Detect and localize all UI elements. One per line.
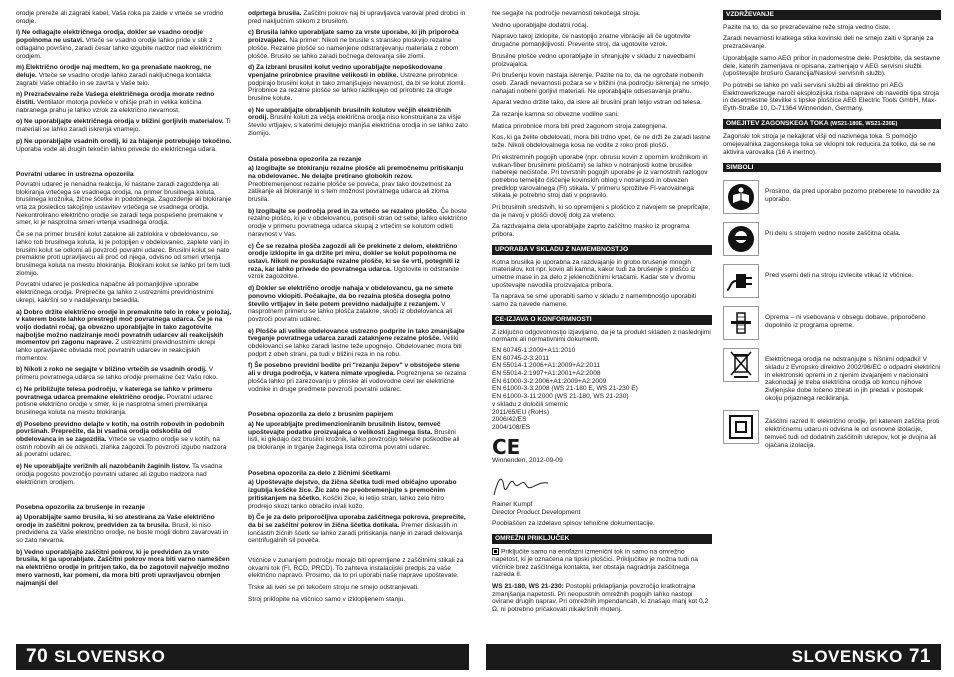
paragraph-text: Premer diskastih in lončastih žičnih ščetk se lahko zaradi pritiskanja nanje in zaradi delovanja centrifugalnih sil poveča. [248, 521, 463, 545]
paragraph-text: Vrteče se vsadno orodje lahko pride v stik z odlagalno površino, zaradi česar lahko izgubite nadzor nad električnim orodjem. [16, 37, 222, 60]
spacer [248, 397, 468, 405]
symbol-text: Prosimo, da pred uporabo pozorno preberete to navodilo za uporabo. [765, 188, 940, 203]
right-page-number: 71 [908, 646, 931, 667]
section-heading: Ostala posebna opozorila za rezanje [248, 155, 362, 163]
paragraph: Matica prirobnice mora biti pred zagonom stroja zategnjena. [492, 122, 668, 130]
norm-item: 2011/65/EU (RoHs) [492, 408, 550, 416]
paragraph [16, 386, 232, 417]
signature [492, 469, 552, 499]
bold-lead: e) Ne uporabljajte verižnih ali nazobčanih žaginih listov. [16, 463, 191, 471]
paragraph [248, 64, 468, 103]
paragraph [248, 29, 468, 60]
left-page-number: 70 [26, 646, 49, 667]
paragraph [16, 549, 232, 588]
paragraph-text: Ugotovite in odstranite vzrok zagozditve. [248, 265, 460, 281]
paragraph [16, 91, 232, 114]
left-page-language: SLOVENSKO [54, 647, 166, 666]
paragraph [16, 514, 232, 545]
left-page-column-1 [16, 10, 232, 591]
weee-bin-icon [723, 348, 759, 382]
paragraph: Pri ekstremnih pogojih uporabe (npr. obrusu kovin z oporním krožnikom in vulkan-fiber brusilnimi ploščami) se lahko v notranjosti kotne brusilke nabereje nečistoče. Pri tovrstnih pogojih uporabe je iz varnostnih razlogov potrebno temeljito čiščenje kovinskih oblog v notranjosti in obvezen predklop varovalnega (FI) stikala. V primeru sprožitve FI-varovalnega stikala je potrebno stroj dati v popravilo. [492, 153, 708, 200]
paragraph [248, 584, 468, 592]
norm-item: 2006/42/ES [492, 416, 527, 424]
bold-lead: b) Če je za delo priporočljiva uporaba zaščitnega pokrova, preprečite, da bi se zaščitni pokrov in žična ščetka dotikala. [248, 514, 466, 529]
symbol-row [723, 410, 941, 449]
right-page-language: SLOVENSKO [791, 647, 903, 666]
bold-lead: m) Električno orodje naj medtem, ko ga prenašate naokrog, ne deluje. [16, 64, 212, 79]
mains-paragraph: Priključite samo na enofazni izmenični tok in samo na omrežno napetost, ki je označena na tipski ploščici. Priključitev je možna tudi na vtičnice brez zaščitnega kontakta, ker obstaja nagradnja zaščitnega razreda II. [492, 548, 698, 579]
bold-lead: e) Ne uporabljajte obrabljenih brusilnih kolutov večjih električnih orodij. [248, 106, 451, 122]
restart-title: OMEJITEV ZAGONSKEGA TOKA [726, 119, 829, 127]
paragraph-text: Povratni udarec potisne električno orodje v smer, ki je nasprotna smeri premikanja brusilnega koluta na mestu blokiranja. [16, 393, 213, 416]
restart-models: (WS21-180E, WS21-230E) [830, 120, 898, 127]
norm-item: EN 60745-1:2009+A11:2010 [492, 346, 576, 354]
bold-lead: odprtega brusila. [248, 10, 302, 17]
symbol-row [723, 180, 941, 214]
symbol-row [723, 306, 941, 340]
paragraph [248, 243, 468, 282]
class-ii-small-icon [492, 548, 499, 555]
paragraph-text: Brusil, ki niso predvidena za Vaše električno orodje, ne boste mogli dobro zavarovati in so zato nevarna. [16, 521, 229, 545]
norm-item: EN 60745-2-3:2011 [492, 354, 550, 362]
paragraph-text: Na primer: Nikoli ne brusite s stransko ploskvijo rezalne plošče. Rezalne plošče so namenjene odstranjevanju materiala z robom plošče. Brusilo se lahko zaradi bočnega delovanja sile zlomi. [248, 37, 459, 60]
paragraph-text: Vrteče se vsadno orodje lahko zaradi naključnega kontakta zagrabi Vaše oblačilo in se zavrta v Vaše telo. [16, 71, 211, 87]
symbol-row [723, 264, 941, 298]
bold-lead: c) Brusila lahko uporabljate samo za vrste uporabe, ki jih priporoča proizvajalec. [248, 29, 459, 45]
paragraph: Ta naprava se sme uporabiti samo v skladu z namembnostjo uporabiti samo za navede namene. [492, 293, 697, 309]
paragraph [16, 231, 232, 277]
section-header-restart [723, 119, 941, 130]
mains-text [492, 548, 712, 579]
paragraph [248, 362, 468, 393]
spacer [248, 456, 468, 464]
paragraph: Ne segajte na področje nevarnosti tekočega stroja. [492, 10, 641, 17]
norm-item: EN 55014-2:1997+A1:2001+A2:2008 [492, 370, 601, 378]
paragraph: Kos, ki ga želite obdelovati, mora biti trdno vpet, če ne drži že zaradi lastne teže. Nikoli obdelovalnega kosa ne vodite z roko proti plošči. [492, 134, 711, 150]
paragraph-text: Stroj priklopite na vtičnico samo v izklopljenem stanju. [248, 595, 406, 603]
paragraph: Brusilne plošče vedno uporabljajte in shranjujte v skladu z navedbami proizvajalca. [492, 52, 696, 68]
paragraph [248, 557, 468, 580]
paragraph [16, 463, 232, 486]
section-header-intended-use: UPORABA V SKLADU Z NAMEMBNOSTJO [492, 245, 712, 255]
bold-lead: p) Ne uporabljajte vsadnih orodij, ki za hlajenje potrebujejo tekočino. [16, 137, 232, 145]
paragraph: Napravo takoj izklopite, če nastopijo znatne vibracije ali če ugotovite drugačne pomanjkljivosti. Preverite stroj, da ugotovite vzrok. [492, 33, 691, 49]
intended-use-text [492, 259, 712, 309]
mains-note [492, 583, 712, 614]
maintenance-text [723, 24, 941, 113]
paragraph [16, 281, 232, 304]
bold-lead: a) Dobro držite električno orodje in premaknite telo in roke v položaj, v katerem boste lahko prestregli moč povratnega udarca. Če je na voljo dodatni ročaj, ga obvezno uporabljajte in tako zagotovite najboljše možno nadziranje moči povratnih udarcev ali reakcijskih momentov pri zagonu naprave. [16, 308, 232, 347]
paragraph [16, 29, 232, 60]
bold-lead: a) Izogibajte se blokiranju rezalne plošče ali premočnemu pritiskanju na obdelovanec. Ne delajte pretirano globokih rezov. [248, 165, 464, 180]
paragraph-text: Vtičnice v zunanjem področju morajo biti opremljene z zaščitnimi stikali za okvarni tok (FI, RCD, PRCD). To zahteva instalacijski predpis za vaše električno napravo. Prosimo, da to pri uporabi naše naprave upoštevate. [248, 557, 464, 580]
safety-notes [492, 10, 712, 239]
paragraph-text: Ventilator motorja povleče v ohišje prah in velika količina nabranega prahu je lahko vzrok za električno nevarnost. [16, 99, 202, 114]
paragraph: Za razdvajalna dela uporabljajte zaprto zaščitno masko iz programa pribora. [492, 223, 690, 239]
paragraph [248, 328, 468, 359]
class-ii-icon [723, 410, 759, 444]
section-header-mains: OMREŽNI PRIKLJUČEK [492, 534, 712, 544]
left-page-column-2 [248, 10, 468, 608]
signer-note: Pooblaščen za izdelavo spisov tehnične dokumentacije. [492, 520, 655, 528]
norm-item: EN 55014-1:2006+A1:2009+A2:2011 [492, 362, 601, 370]
bold-lead: d) Posebno previdno delajte v kotih, na ostrih robovih in podobnih površinah. Preprečite, da bi vsadna orodja odskočila od obdelovanca in se zagozdila. [16, 420, 225, 444]
paragraph [248, 285, 468, 324]
spacer [16, 157, 232, 165]
norms-list [492, 347, 712, 432]
paragraph-text: Z ustreznimi previdnostnimi ukrepi lahko upravljavec obvlada moč povratnih udarcev in reakcijskih momentov. [16, 339, 216, 362]
paragraph-text: Preobremenjenost rezalne plošče se poveča, prav tako dovzetnost za zatikanje ali blokiranje in s tem možnost povratnega udarca ali zloma brusila. [248, 180, 452, 204]
signer-title: Director Product Development [492, 508, 581, 516]
paragraph-text: Brusilni listi, ki gledajo čez brusilni krožnik, lahko povzročijo telesne poškodbe ali pa blokiranje in trganje žaginega lista oziroma povratni udarec. [248, 428, 460, 452]
paragraph: Pazite na to, da so prezračevalne reže stroja vedno čiste. [723, 23, 891, 31]
read-manual-icon [723, 180, 759, 214]
accessory-icon [723, 306, 759, 340]
paragraph-text: Če se na primer brusilni kolut zatakne ali zablokira v obdelovancu, se lahko rob brusilnega koluta, ki je potopljen v obdelovanec, zaplete vanj in brusilni kolut se odlomi ali povzroči povratni udarec. Brusilni kolut se nato premakne proti upravljavcu ali proč od njega, odvisno od smeri vrtenja brusilnega koluta na mestu blokiranja. Blokirani kolut se lahko pri tem tudi zlomijo. [16, 231, 231, 277]
paragraph [16, 10, 232, 25]
paragraph-text: orodje prereže ali zagrabi kabel, Vaša roka pa zaide v vrteče se vrodno orodje. [16, 10, 224, 25]
paragraph [16, 366, 232, 381]
symbol-row [723, 222, 941, 256]
paragraph-text: Vrteče se vsadno orodje se v kotih, na ostrih robovih ali če odskoči, zlahka zagozdi.To povzroči izgubo nadzora ali povratni udarec. [16, 436, 227, 459]
bold-lead: d) Dokler se električno orodje nahaja v obdelovancu, ga ne smete ponovno vklopiti. Počakajte, da bo rezalna plošča dosegla polno število vrtljajev in šele potem previdno nadaljujte z rezanjem. [248, 285, 454, 308]
paragraph-text: V primeru povratnega udarca se lahko orodje premakne čez Vašo roko. [16, 366, 218, 382]
paragraph: Pri brušenju kovin nastaja iskrenje. Pazite na to, da ne ogrožate nobenih oseb. Zaradi nevarnosti požara se v bližini (na področju iskrenja) ne smejo nahajati nobeni gorljivi materiali. Ne uporabljajte odsesavanja prahu. [492, 72, 709, 95]
paragraph: Aparat vedno držite tako, da iskre ali brusilni prah letijo vstran od telesa. [492, 99, 703, 107]
restart-text: Zagonski tok stroja je nekajkrat višji od nazivnega toka. S pomočjo omejevalnika zagonskega toka se vklopni tok reducira za toliko, da se ne aktivira varovalka (16 A inertno). [723, 133, 936, 156]
paragraph-text: Ustrezne prirobnice podpirajo brusilni kolut in tako zmanjšujejo nevarnost, da bi se kolut zlomil. Prirobnice za rezalne plošče se lahko razlikujejo od prirobnic za druge brusilne kolute. [248, 71, 466, 103]
bold-lead: a) Uporabljajte samo brusila, ki so atestirana za Vaše električno orodje in zaščitni pokrov, predviden za ta brusila. [16, 513, 215, 529]
paragraph [248, 10, 468, 25]
section-heading: Posebna opozorila za brušenje in rezanje [16, 504, 145, 512]
paragraph [248, 479, 468, 510]
paragraph [16, 181, 232, 227]
paragraph-text: Zaščitni pokrov naj bi upravljavca varoval pred drobci in pred naključnim stikom z brusilom. [248, 10, 466, 25]
paragraph-text: Trske ali iveri se pri tekočem stroju ne smejo odstranjevati. [248, 584, 419, 592]
norm-item: 2004/108/ES [492, 423, 531, 431]
bold-lead: e) Plošče ali velike obdelovance ustrezno podprite in tako zmanjšajte tveganje povratnega udarca zaradi zataknjene rezalne plošče. [248, 327, 465, 343]
spacer [248, 142, 468, 150]
paragraph: Vedno uporabljajte dodatni ročaj. [492, 21, 589, 29]
unplug-icon [723, 264, 759, 298]
paragraph [248, 208, 468, 239]
section-heading: Povratni udarec in ustrezna opozorila [16, 171, 134, 179]
ce-mark: CE [492, 434, 521, 459]
bold-lead: b) Nikoli z roko ne segajte v bližino vrtečih se vsadnih orodij. [16, 366, 207, 374]
bold-lead: a) Ne uporabljajte predimenzioniranih brusilnih listov, temveč upoštevajte podatke proizvajalca o velikosti žaginega lista. [248, 420, 441, 436]
section-heading: Posebna opozorila za delo z brusnim papirjem [248, 411, 394, 419]
paragraph [248, 165, 468, 204]
norm-item: EN 61000-3-3:2008 (WS 21-180 E, WS 21-230 E) [492, 385, 638, 393]
bold-lead: d) Za izbrani brusilni kolut vedno uporabljajte nepoškodovane vpenjalne prirobnice pravilne velikosti in oblike. [248, 64, 443, 79]
paragraph-text: Brusilni koluti za večja električna orodja niso konstruirana za višje število vrtljajev, s katerimi delujejo manjša električna orodja in se lahko zato zlomijo. [248, 114, 468, 137]
mains-note-text: Postopki priklapljanja povzročijo kratkotrajna zmanjšanja napetosti. Pri neopustnih omrežnih pogojih lahko nastopi ovirane drugih naprav. Pri omrežnih impendancah, ki znašajo manj kot 0,2 Ω, ni potrebno pričakovati nikakršnih motenj. [492, 582, 709, 614]
paragraph [16, 138, 232, 153]
bold-lead: c) Če se rezalna plošča zagozdi ali če prekinete z delom, električno orodje izklopite in ga držite pri miru, dokler se kolut popolnoma ne ustavi. Nikoli ne poskušajte rezalne plošče, ki se še vrti, potegniti iz reza, kar lahko privede do povratnega udarca. [248, 242, 460, 273]
section-header-maintenance: VZDRŽEVANJE [723, 10, 941, 20]
bold-lead: f) Še posebno previdni bodite pri "rezanju žepov" v obstoječe stene ali v druga področja, v katera nimate vpogleda. [248, 362, 460, 378]
symbol-text: Oprema – ni vsebovana v obsegu dobave, priporočeno dopolnilo iz programa opreme. [765, 314, 926, 329]
symbol-text: Zaščitni razred II: električno orodje, pri katerem zaščita proti električnemu udaru ni odvisna le od osnovne izolacije, temveč tudi od dodatnih zaščitnih ukrepov, kot je dvojna ali ojačana izolacija. [765, 418, 940, 449]
safety-goggles-icon [723, 222, 759, 256]
bold-lead: l) Ne odlagajte električnega orodja, dokler se vsadno orodje popolnoma ne ustavi. [16, 29, 203, 45]
section-header-conformity: CE-IZJAVA O KONFORMNOSTI [492, 315, 712, 325]
norm-item: EN 61000-3-2:2006+A1:2009+A2:2009 [492, 377, 607, 385]
spacer [248, 549, 468, 557]
paragraph-text: Ta vsadna orodja pogosto povzročijo povratni udarec ali izgubo nadzora nad električnim orodjem. [16, 463, 223, 486]
spacer [16, 490, 232, 498]
symbols-list [723, 180, 941, 449]
paragraph [248, 514, 468, 545]
bold-lead: o) Ne uporabljajte električnega orodja v bližini gorljivih materialov. [16, 118, 224, 126]
symbol-text: Električnega orodja ne odstranjujte s hišnimi odpadki! V skladu z Evropsko direktivo 2002/96/EC o odpadni električni in elektronski opremi in z njenim izvajanjem v nacionalni zakonodaji je treba električna orodja ob koncu njihove življenjske dobe ločeno zbirati in jih predati v postopek okolju prijaznega recikliranja. [765, 356, 941, 402]
section-heading: Posebna opozorila za delo z žičnimi ščetkami [248, 469, 391, 477]
left-page-footer [16, 644, 469, 670]
paragraph-text: Povratni udarec je posledica napačne ali pomanjkljive uporabe električnega orodja. Preprečite ga lahko z ustreznimi previdnostnimi ukrepi, kakršni so v nadaljevanju besedila. [16, 281, 214, 304]
paragraph-text: Povratni udarec je nenadna reakcija, ki nastane zaradi zagozdenja ali blokiranja vrtečega se vsadnega orodja, na primer brusilnega koluta, brusilnega krožnika, žične ščetke in podobnega. Zagozdenje ali blokiranje vrta za posledico takojšnjo ustavitev vrtečega se vsadnega orodja. Nekontrolirano električno orodje se zaradi tega pospešeno premakne v smer, ki je nasprotna smeri vrtenja vsadnega orodja. [16, 180, 232, 227]
paragraph: Zaradi nevarnosti kratkega stika kovinski deli ne smejo zaiti v špranje za prezračevanje. [723, 35, 934, 51]
paragraph [248, 107, 468, 138]
bold-lead: b) Izogibajte se področja pred in za vrtečo se rezalno ploščo. [248, 207, 439, 215]
bold-lead: b) Vedno uporabljajte zaščitni pokrov, ki je predviden za vrsto brusila, ki ga uporabljate. Zaščitni pokrov mora biti varno nameščen na električno orodje in pritrjen tako, da bo zagotovil največjo možno mero varnosti, kar pomeni, da mora biti proti upravljavcu obrnjen najmanjši del [16, 548, 230, 587]
paragraph [16, 118, 232, 133]
signer-name: Rainer Kumpf [492, 501, 533, 509]
paragraph-text: V nasprotnem primeru se lahko plošča zatakne, skoči iz obdelovanca ali povzroči povratni udarec. [248, 300, 453, 323]
paragraph: Pri brusilnih sredstvih, ki so opremljeni s ploščico z navojem se prepričajte, da je navoj v plošči dovolj dolg za vreteno. [492, 204, 711, 219]
symbol-row [723, 348, 941, 402]
paragraph-text: Če boste rezalno ploščo, ki je v obdelovancu, potisnili stran od sebe, lahko električno orodje v primeru povratnega udarca skupaj z vrtečim se kolutom odleti naravnost v Vas. [248, 207, 468, 238]
mains-models: WS 21-180, WS 21-230: [492, 582, 564, 590]
paragraph-text: Pogreznjena se rezalna plošča lahko pri zarezovanju v plinske ali vodovodne cevi ter električne vodnike in druge predmete povzroči povratni udarec. [248, 370, 467, 393]
conformity-text: Z izključno odgovornostjo izjavljamo, da je ta produkt skladen z naslednjimi normami ali normativnimi dokumenti. [492, 328, 711, 344]
paragraph [16, 421, 232, 460]
paragraph [248, 596, 468, 604]
symbol-text: Pri delu s strojem vedno nosite zaščitna očala. [765, 230, 901, 238]
paragraph: Za rezanje kamna so obvezne vodilne sani. [492, 111, 619, 119]
paragraph: Kotna brusilka je uporabna za razdvajanje in grobo brušenje mnogih materialov, kot npr. kovin ali kamna, kakor tudi za brušenje s ploščo iz umetne mase in za delo z jeklenožičnimi krtačami. Kadar ste v dvomu upoštevajte navodila proizvajalca pribora. [492, 258, 696, 289]
symbol-text: Pred vsemi deli na stroju izvlecite vtikač iz vtičnice. [765, 272, 914, 280]
bold-lead: n) Prezračevalne reže Vašega električnega orodja morate redno čistiti. [16, 91, 215, 107]
paragraph: Po potrebi se lahko pri vaši servisni službi ali direktno pri AEG Elektrowerkzeuge naroči eksplozijska risba naprave ob navedbi tipa stroja in desetmestne številke s tipske ploščice AEG Electric Tools GmbH, Max-Eyth-Straße 10, D-71364 Winnenden, Germany. [723, 81, 939, 113]
right-page-column-2 [723, 10, 941, 457]
paragraph-text: Koščki žice, ki letijo stran, lahko zelo hitro prodrejo skozi tanko oblačilo in/ali kožo. [248, 494, 445, 510]
paragraph-text: Uporaba vode ali drugih tekočin lahko privede do električnega udara. [16, 145, 217, 153]
right-page-footer [486, 644, 941, 670]
paragraph [16, 309, 232, 363]
bold-lead: a) Upoštevajte dejstvo, da žična ščetka tudi med običajno uporabo izgublja koščke žice. Žic zato ne preobremenjujte s premočnim pritiskanjem na ščetko. [248, 479, 457, 502]
place-date: Winnenden, 2012-09-09 [492, 457, 563, 465]
paragraph-text: Ti materiali se lahko zaradi iskrenja vnamejo. [16, 118, 231, 134]
paragraph [16, 64, 232, 87]
paragraph [248, 421, 468, 452]
norm-item: EN 61000-3-11:2000 (WS 21-180, WS 21-230) [492, 393, 629, 401]
section-header-symbols: SIMBOLI [723, 163, 941, 173]
norm-item: v skladu z določili smernic [492, 400, 569, 408]
paragraph-text: Veliki obdelovanci se lahko zaradi lastne teže upognejo. Obdelovanec mora biti podprt z obeh strani, pa tudi v bližini reza in na robu. [248, 335, 462, 358]
paragraph: Uporabljajte samo AEG pribor in nadomestne dele. Poskrbite, da sestavne dele, katerih zamenjava ni opisana, zamenjajo v AEG servisni službi (upoštevajte brošuro Garancija/Naslovi servisnih služb). [723, 54, 940, 78]
bold-lead: c) Ne približujte telesa področju, v katerega se lahko v primeru povratnega udarca premakne električno orodje. [16, 385, 213, 401]
right-page-column-1 [492, 10, 712, 618]
